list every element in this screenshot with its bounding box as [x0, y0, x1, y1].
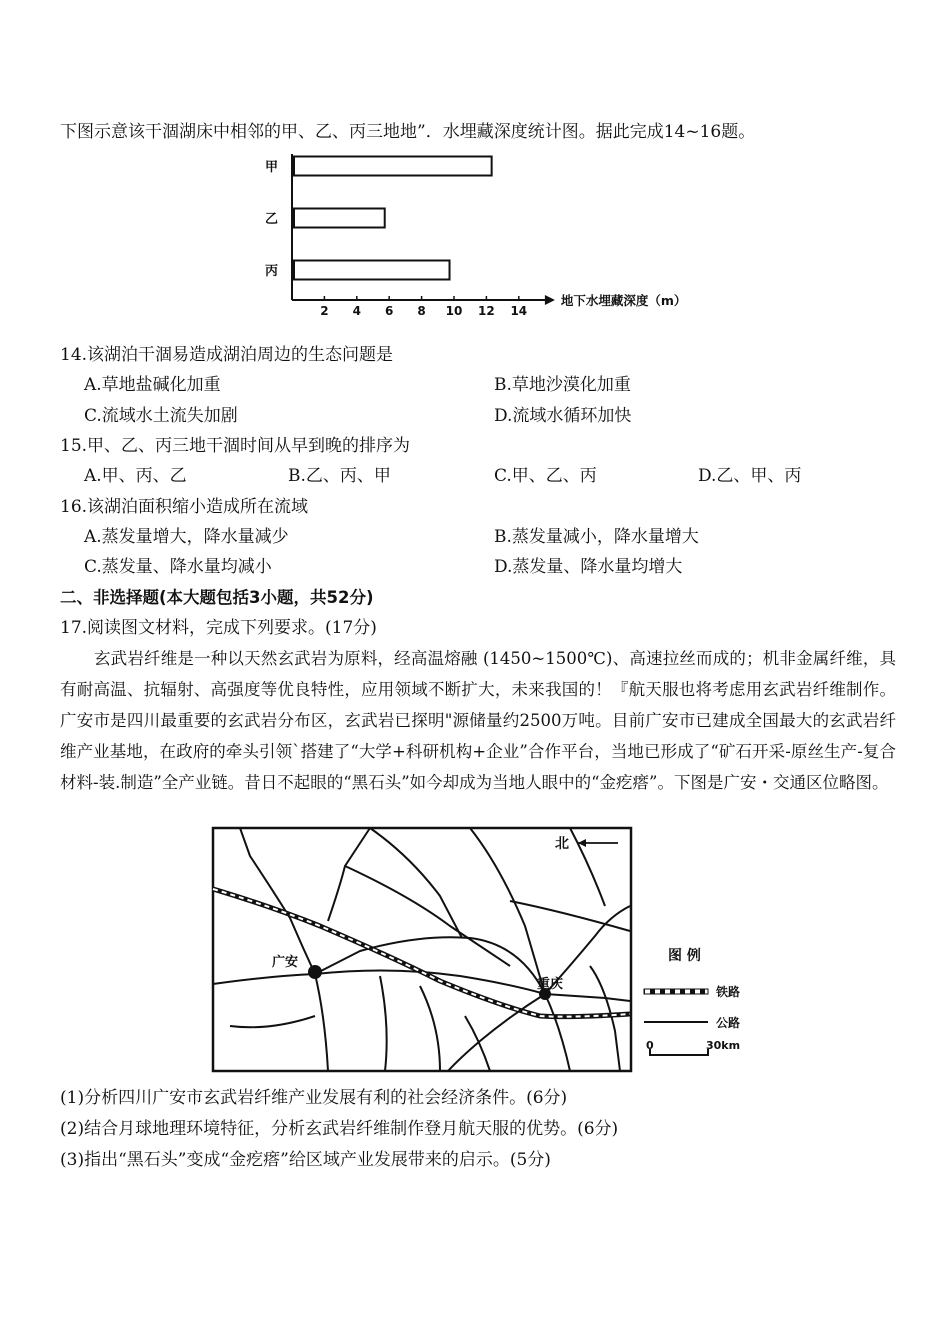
x-tick-label: 8	[417, 304, 426, 318]
bar-乙	[294, 209, 385, 228]
x-tick-label: 14	[510, 304, 528, 318]
legend-title: 图 例	[668, 948, 701, 964]
sub-question-1: (1)分析四川广安市玄武岩纤维产业发展有利的社会经济条件。(6分)	[60, 1088, 568, 1108]
guangan-label: 广安	[272, 955, 299, 970]
option-b: B.乙、丙、甲	[288, 466, 391, 486]
intro-text: 下图示意该干涸湖床中相邻的甲、乙、丙三地地”．水埋藏深度统计图。据此完成14~16题。	[60, 122, 756, 142]
scale-zero: 0	[646, 1039, 654, 1052]
category-label: 丙	[265, 264, 279, 279]
chongqing-label: 重庆	[537, 977, 564, 992]
sub-question-3: (3)指出“黑石头”变成“金疙瘩”给区域产业发展带来的启示。(5分)	[60, 1150, 551, 1170]
x-tick-label: 4	[352, 304, 361, 318]
option-a: A.草地盐碱化加重	[84, 375, 221, 395]
option-c: C.流域水土流失加剧	[84, 406, 238, 426]
option-a: A.蒸发量增大，降水量减少	[84, 527, 289, 547]
x-axis-label: 地下水埋藏深度（m）	[560, 293, 687, 308]
option-c: C.甲、乙、丙	[494, 466, 597, 486]
x-tick-label: 6	[385, 304, 394, 318]
scale-distance: 30km	[706, 1039, 741, 1052]
category-label: 乙	[265, 212, 279, 227]
category-label: 甲	[265, 160, 279, 175]
question-stem: 15.甲、乙、丙三地干涸时间从早到晚的排序为	[60, 436, 411, 456]
question-stem: 14.该湖泊干涸易造成湖泊周边的生态问题是	[60, 345, 394, 365]
groundwater-depth-chart	[255, 148, 715, 323]
material-paragraph: 玄武岩纤维是一种以天然玄武岩为原料，经高温熔融 (1450~1500℃)、高速拉丝而成的；机非金属纤维，具有耐高温、抗辐射、高强度等优良特性，应用领域不断扩大，未来我国的！『航天服也将考虑用玄武岩纤维制作。广安市是四川最重要的玄武岩分布区，玄武岩已探明"源储量约2500万吨。目前广安市已建成全国最大的玄武岩纤维产业基地，在政府的牵头引领`搭建了“大学+科研机构+企业”合作平台，当地已形成了“矿石开采-原丝生产-复合材料-装.制造”全产业链。昔日不起眼的“黑石头”如今却成为当地人眼中的“金疙瘩”。下图是广安・交通区位略图。	[60, 649, 896, 792]
option-d: D.乙、甲、丙	[698, 466, 802, 486]
north-label: 北	[555, 836, 569, 852]
guangan-dot	[308, 965, 322, 979]
option-d: D.流域水循环加快	[494, 406, 632, 426]
bar-丙	[294, 261, 450, 280]
scale-bar	[650, 1049, 708, 1056]
legend-road-label: 公路	[716, 1016, 741, 1030]
option-b: B.草地沙漠化加重	[494, 375, 631, 395]
x-axis-arrow	[545, 295, 555, 305]
bar-甲	[294, 157, 492, 176]
option-a: A.甲、丙、乙	[84, 466, 187, 486]
legend-railway-symbol	[644, 989, 708, 994]
legend-railway-label: 铁路	[716, 985, 741, 999]
map-frame	[213, 828, 631, 1071]
x-tick-label: 10	[445, 304, 463, 318]
sub-question-2: (2)结合月球地理环境特征，分析玄武岩纤维制作登月航天服的优势。(6分)	[60, 1119, 619, 1139]
option-b: B.蒸发量减小，降水量增大	[494, 527, 699, 547]
question-stem: 16.该湖泊面积缩小造成所在流域	[60, 497, 309, 517]
question-17-title: 17.阅读图文材料，完成下列要求。(17分)	[60, 618, 377, 638]
guangan-location-map	[210, 826, 770, 1076]
x-tick-label: 12	[478, 304, 495, 318]
x-tick-label: 2	[320, 304, 329, 318]
option-d: D.蒸发量、降水量均增大	[494, 557, 683, 577]
option-c: C.蒸发量、降水量均减小	[84, 557, 272, 577]
section-heading: 二、非选择题(本大题包括3小题，共52分)	[60, 588, 374, 607]
